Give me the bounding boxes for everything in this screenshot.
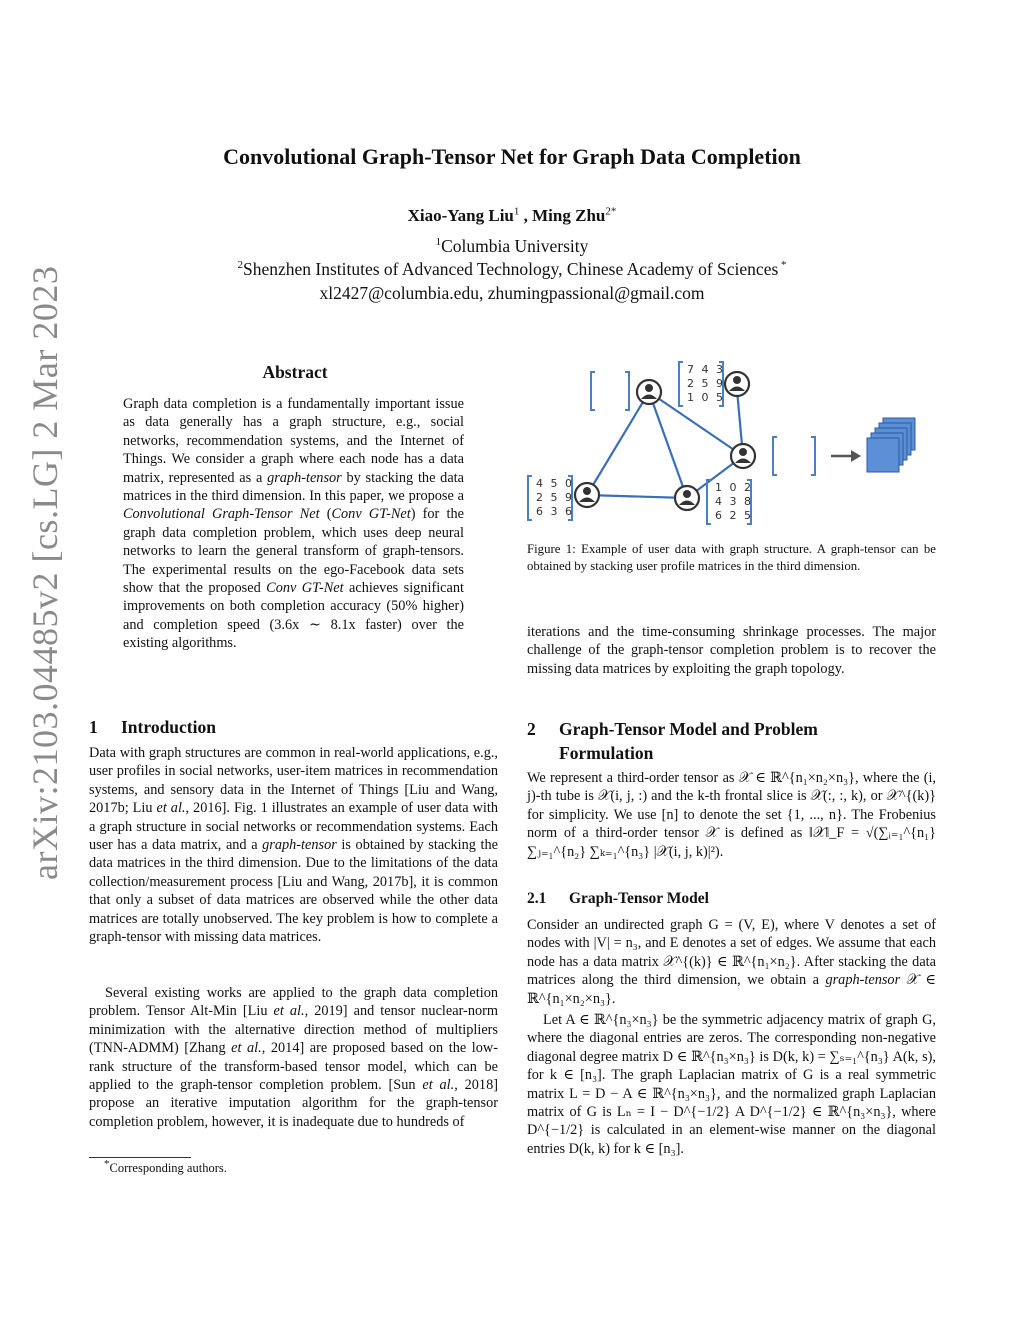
footnote-mark: *: [104, 1157, 110, 1170]
intro-number: 1: [89, 717, 98, 737]
empty-bracket-right-open: [773, 437, 777, 475]
abstract-em-4: Conv GT-Net: [266, 580, 344, 597]
sub21-p1-b: 𝒳 ∈ ℝ^{n₁×n₂×n₃}.: [527, 972, 936, 1007]
arrow-right-icon: [831, 450, 861, 462]
abstract-text-4: ) for the graph data completion problem, which uses deep neural networks to learn the general transform of graph-tensors. The experimental results on the ego-Facebook data sets show that the proposed: [123, 506, 464, 597]
affiliation-2-mark: *: [778, 259, 787, 272]
section-2-heading: [527, 717, 927, 765]
user-node-icon: [575, 483, 599, 507]
subsection-2-1-number: 2.1: [527, 890, 547, 907]
section-2-line-1: [527, 717, 927, 741]
footnote-text: Corresponding authors.: [109, 1161, 227, 1175]
abstract-heading: Abstract: [262, 362, 328, 382]
footnote: [104, 1157, 227, 1176]
abstract-text-3: (: [319, 506, 332, 523]
intro-p2-c: , 2014] are proposed based on the low-rank structure of the transform-based tensor model, which can be applied to the graph-tensor completion problem. [Sun: [89, 1040, 498, 1094]
intro-p1-a: Data with graph structures are common in real-world applications, e.g., user profiles in social networks, user-item matrices in recommendation systems, and sensory data in the Internet of Things [Liu and Wang, 2017b; Liu: [89, 745, 498, 817]
matrix-top-bracket-open: [679, 362, 683, 406]
abstract-em-3: Conv GT-Net: [331, 506, 411, 523]
intro-p2-etal-1: et al.: [273, 1003, 305, 1020]
subsection-2-1-paragraph-1: [527, 916, 936, 1008]
matrix-left-row-2: 2 5 9: [536, 491, 574, 504]
affiliation-1: [0, 236, 1024, 257]
intro-p2-etal-2: et al.: [231, 1040, 262, 1057]
intro-title: Introduction: [121, 717, 216, 737]
subsection-2-1-heading: [527, 890, 709, 908]
section-2-title-2: Formulation: [559, 743, 654, 763]
author-emails: xl2427@columbia.edu, zhumingpassional@gmail.com: [319, 283, 705, 303]
empty-bracket-left-close: [625, 372, 629, 410]
author-separator: ,: [519, 206, 533, 225]
affiliation-1-sup: 1: [435, 236, 442, 249]
author-2: Ming Zhu: [532, 206, 606, 225]
abstract-body: [123, 395, 464, 653]
section-2-number: 2: [527, 719, 536, 739]
subsection-2-1-paragraph-2: Let A ∈ ℝ^{n₃×n₃} be the symmetric adjacency matrix of graph G, where the diagonal entries are zeros. The corresponding non-negative diagonal degree matrix D ∈ ℝ^{n₃×n₃} is D(k, k) = ∑ₛ₌₁^{n₃} A(k, s), for k ∈ [n₃]. The graph Laplacian matrix of G is a real symmetric matrix L = D − A ∈ ℝ^{n₃×n₃}, and the normalized graph Laplacian matrix of G is Lₙ = I − D^{−1/2} A D^{−1/2} ∈ ℝ^{n₃×n₃}, where D^{−1/2} is calculated in an element-wise manner on the diagonal entries D(k, k) for k ∈ [n₃].: [527, 1012, 936, 1157]
matrix-left-bracket-open: [528, 476, 532, 520]
paper-title: Convolutional Graph-Tensor Net for Graph Data Completion: [223, 144, 801, 169]
matrix-bottom-row-2: 4 3 8: [715, 495, 753, 508]
figure-1-caption: Figure 1: Example of user data with graph structure. A graph-tensor can be obtained by stacking user profile matrices in the third dimension.: [527, 542, 936, 573]
abstract-text-1: Graph data completion is a fundamentally important issue as data generally has a graph structure, e.g., social networks, recommendation systems, and the Internet of Things. We consider a graph where each node has a data matrix, represented as a: [123, 396, 464, 486]
author-list: [0, 206, 1024, 226]
empty-bracket-left-open: [591, 372, 595, 410]
user-node-icon: [731, 444, 755, 468]
edge-b-c: [587, 495, 687, 498]
user-node-icon: [637, 380, 661, 404]
intro-p1-em: graph-tensor: [262, 837, 337, 854]
intro-paragraph-1: [89, 744, 498, 946]
intro-p1-b: , 2016]. Fig. 1 illustrates an example of user data with a graph structure in social networks or recommendation systems. Each user has a data matrix, and a: [89, 800, 499, 854]
edge-a-b: [587, 392, 649, 495]
matrix-left-row-3: 6 3 6: [536, 505, 574, 518]
matrix-top-row-1: 7 4 3: [687, 363, 725, 376]
matrix-bottom-bracket-open: [707, 480, 711, 524]
abstract-em-1: graph-tensor: [267, 469, 342, 486]
intro-p2-etal-3: et al.: [422, 1077, 455, 1094]
section-2-line-2: [527, 741, 927, 765]
arxiv-id: arXiv:2103.04485v2 [cs.LG] 2 Mar 2023: [25, 265, 65, 880]
author-1-sup: 1: [513, 205, 520, 218]
affiliation-2: [0, 259, 1024, 280]
section-2-paragraph: We represent a third-order tensor as 𝒳 ∈ ℝ^{n₁×n₂×n₃}, where the (i, j)-th tube is 𝒳(i, j, :) and the k-th frontal slice is 𝒳(:, :, k), or 𝒳^{(k)} for simplicity. We use [n] to denote the set {1, ..., n}. The Frobenius norm of a third-order tensor 𝒳 is defined as ‖𝒳‖_F = √(∑ᵢ₌₁^{n₁} ∑ⱼ₌₁^{n₂} ∑ₖ₌₁^{n₃} |𝒳(i, j, k)|²).: [527, 770, 936, 860]
subsection-2-1-title: Graph-Tensor Model: [569, 890, 709, 907]
intro-p2-b: , 2019] and tensor nuclear-norm minimization with the alternative direction method of multipliers (TNN-ADMM) [Zhang: [89, 1003, 498, 1057]
matrix-top-row-2: 2 5 9: [687, 377, 725, 390]
figure-1-graph: [525, 340, 925, 530]
empty-bracket-right-close: [811, 437, 815, 475]
affiliation-2-text: Shenzhen Institutes of Advanced Technology, Chinese Academy of Sciences: [242, 259, 779, 279]
matrix-top-row-3: 1 0 5: [687, 391, 725, 404]
sub21-p1-em: graph-tensor: [825, 972, 901, 989]
matrix-bottom-row-1: 1 0 2: [715, 481, 753, 494]
matrix-bottom-row-3: 6 2 5: [715, 509, 753, 522]
intro-p2-a: Several existing works are applied to the graph data completion problem. Tensor Alt-Min [Liu: [89, 985, 498, 1020]
author-1: Xiao-Yang Liu: [407, 206, 514, 225]
intro-p1-c: is obtained by stacking the data matrices in the third dimension. Due to the limitations of the data collection/measurement process [Liu and Wang, 2017b], it is common that only a subset of data matrices are observed while the other data matrices are totally unobserved. The key problem is how to complete a graph-tensor with missing data matrices.: [89, 837, 498, 946]
author-2-sup: 2*: [605, 205, 617, 218]
section-2-title-1: Graph-Tensor Model and Problem: [559, 719, 818, 739]
abstract-text-5: achieves significant improvements on both completion accuracy (50% higher) and completion speed (3.6x ∼ 8.1x faster) over the existing algorithms.: [123, 580, 464, 652]
affiliation-2-sup: 2: [237, 259, 243, 272]
intro-heading: [89, 717, 216, 738]
user-node-icon: [725, 372, 749, 396]
intro-p1-etal: et al.: [156, 800, 186, 817]
sub21-p1-a: Consider an undirected graph G = (V, E), where V denotes a set of nodes with |V| = n₃, and E denotes a set of edges. We assume that each node has a data matrix 𝒳^{(k)} ∈ ℝ^{n₁×n₂}. After stacking the data matrices along the third dimension, we obtain a: [527, 917, 936, 989]
user-node-icon: [675, 486, 699, 510]
edge-a-c: [649, 392, 687, 498]
stacked-tensor-icon: [867, 418, 915, 472]
abstract-text-2: by stacking the data matrices in the third dimension. In this paper, we propose a: [123, 469, 464, 505]
abstract-em-2: Convolutional Graph-Tensor Net: [123, 506, 320, 523]
right-paragraph-1: iterations and the time-consuming shrinkage processes. The major challenge of the graph-tensor completion problem is to recover the missing data matrices by exploiting the graph topology.: [527, 624, 936, 677]
intro-p2-d: , 2018] propose an iterative imputation algorithm for the graph-tensor completion problem, however, it is inadequate due to hundreds of: [89, 1077, 498, 1130]
intro-paragraph-2: [89, 984, 498, 1131]
matrix-left-row-1: 4 5 0: [536, 477, 574, 490]
affiliation-1-text: Columbia University: [441, 236, 589, 256]
